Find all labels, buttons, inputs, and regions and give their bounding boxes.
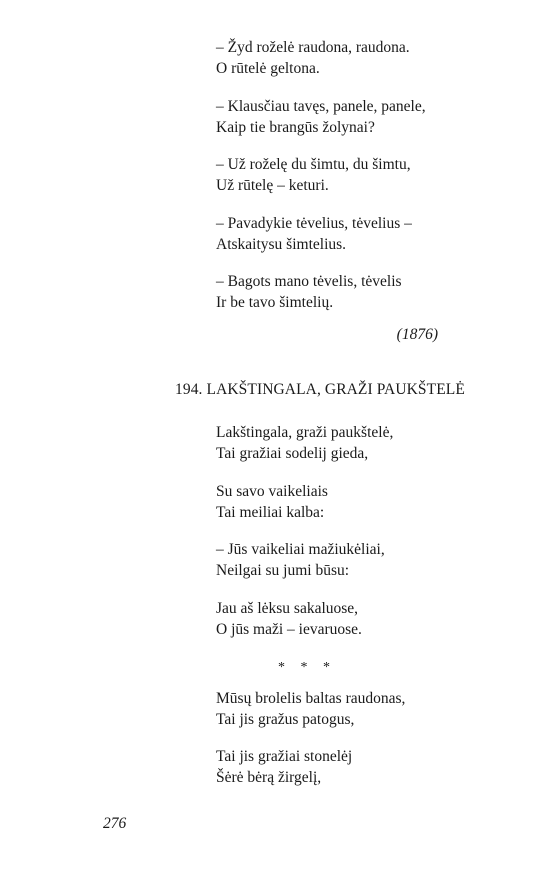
verse-line: Lakštingala, graži paukštelė, bbox=[216, 424, 394, 441]
poem-date: (1876) bbox=[396, 326, 438, 343]
verse-line: Tai meiliai kalba: bbox=[216, 504, 325, 521]
verse-line: – Žyd roželė raudona, raudona. bbox=[216, 39, 410, 56]
verse-line: O jūs maži – ievaruose. bbox=[216, 621, 362, 638]
stanza bbox=[216, 539, 385, 581]
stanza bbox=[216, 422, 393, 464]
stanza bbox=[216, 37, 410, 79]
stanza bbox=[216, 746, 352, 788]
verse-line: – Jūs vaikeliai mažiukėliai, bbox=[216, 541, 385, 558]
section-separator: * * * bbox=[278, 660, 336, 675]
verse-line: Neilgai su jumi būsu: bbox=[216, 562, 350, 579]
verse-line: Ir be tavo šimtelių. bbox=[216, 294, 334, 311]
verse-line: Tai jis gražus patogus, bbox=[216, 711, 355, 728]
verse-line: – Bagots mano tėvelis, tėvelis bbox=[216, 273, 402, 290]
stanza bbox=[216, 598, 362, 640]
stanza bbox=[216, 271, 402, 313]
verse-line: – Klausčiau tavęs, panele, panele, bbox=[216, 98, 426, 115]
verse-line: O rūtelė geltona. bbox=[216, 60, 320, 77]
verse-line: Jau aš lėksu sakaluose, bbox=[216, 600, 359, 617]
verse-line: Kaip tie brangūs žolynai? bbox=[216, 119, 375, 136]
stanza bbox=[216, 213, 412, 255]
stanza bbox=[216, 96, 426, 138]
verse-line: Šėrė bėrą žirgelį, bbox=[216, 769, 322, 786]
verse-line: – Pavadykie tėvelius, tėvelius – bbox=[216, 215, 412, 232]
verse-line: Tai jis gražiai stonelėj bbox=[216, 748, 353, 765]
verse-line: Už rūtelę – keturi. bbox=[216, 177, 329, 194]
verse-line: Tai gražiai sodelij gieda, bbox=[216, 445, 369, 462]
page-number: 276 bbox=[103, 815, 127, 832]
poem-heading: 194. LAKŠTINGALA, GRAŽI PAUKŠTELĖ bbox=[175, 381, 465, 398]
stanza bbox=[216, 481, 328, 523]
verse-line: Su savo vaikeliais bbox=[216, 483, 328, 500]
verse-line: Atskaitysu šimtelius. bbox=[216, 236, 347, 253]
stanza bbox=[216, 154, 411, 196]
stanza bbox=[216, 688, 405, 730]
verse-line: Mūsų brolelis baltas raudonas, bbox=[216, 690, 406, 707]
verse-line: – Už roželę du šimtu, du šimtu, bbox=[216, 156, 411, 173]
